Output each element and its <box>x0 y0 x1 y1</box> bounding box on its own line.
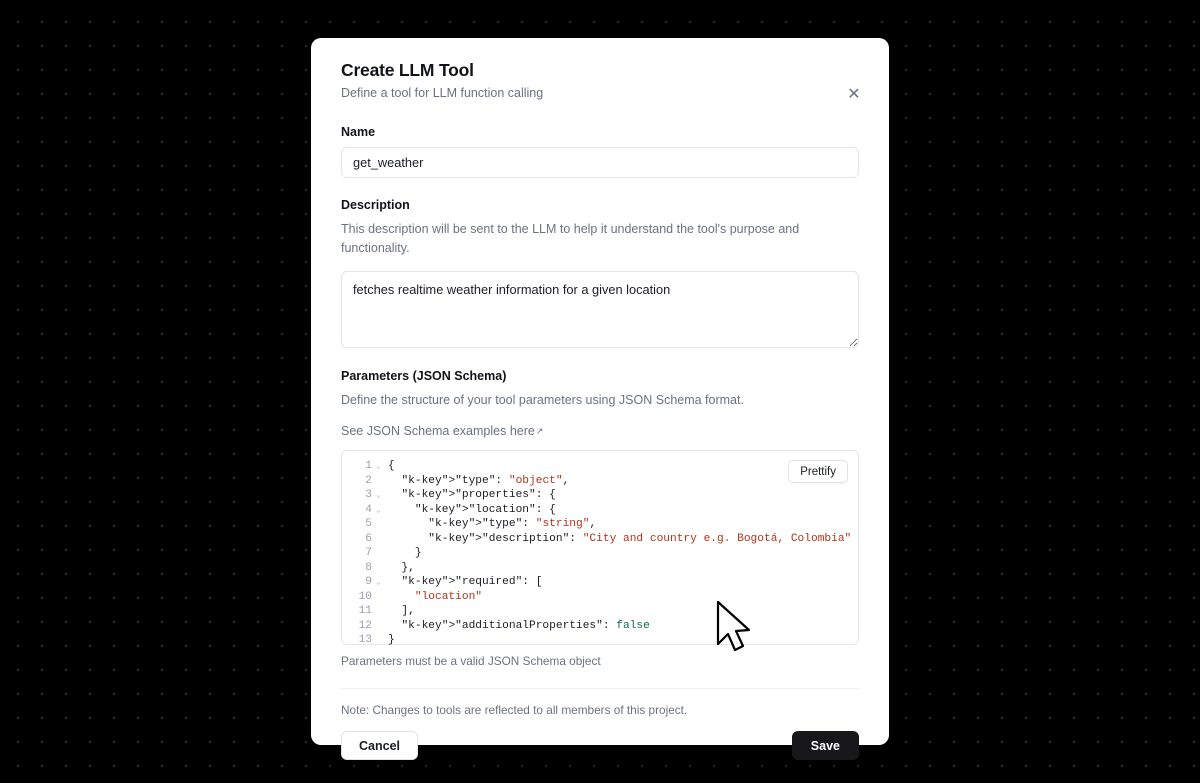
editor-fold-markers[interactable] <box>376 459 388 648</box>
editor-fold-marker[interactable]: ⌄ <box>376 462 381 472</box>
description-textarea[interactable] <box>341 271 859 348</box>
editor-line-number: 10 <box>358 590 372 603</box>
editor-line-number: 4 <box>365 503 372 516</box>
editor-code-line: { <box>388 460 395 473</box>
json-schema-examples-link-label: See JSON Schema examples here <box>341 424 535 439</box>
name-label: Name <box>341 125 376 139</box>
editor-line-numbers <box>342 459 376 648</box>
editor-fold-marker <box>376 561 388 576</box>
editor-line-number: 5 <box>365 518 372 531</box>
close-icon[interactable]: ✕ <box>843 84 865 106</box>
editor-line-number: 12 <box>358 619 372 632</box>
editor-line-number: 11 <box>358 605 372 618</box>
editor-code-line: "k-key">"type": "string", <box>428 518 597 531</box>
description-label: Description <box>341 198 410 212</box>
editor-code-line: "k-key">"location": { <box>414 503 556 516</box>
editor-fold-marker <box>376 604 388 619</box>
editor-fold-marker <box>376 633 388 648</box>
parameters-validation-hint: Parameters must be a valid JSON Schema object <box>341 654 601 669</box>
dialog-subtitle: Define a tool for LLM function calling <box>341 86 544 100</box>
json-schema-editor[interactable] <box>341 450 859 645</box>
prettify-button[interactable]: Prettify <box>788 460 848 483</box>
editor-line-number: 6 <box>365 532 372 545</box>
editor-line-number: 7 <box>365 547 372 560</box>
footer-note: Note: Changes to tools are reflected to all members of this project. <box>341 703 688 718</box>
editor-line-number: 2 <box>365 474 372 487</box>
name-input[interactable] <box>341 147 859 178</box>
dialog-title: Create LLM Tool <box>341 60 474 80</box>
editor-code-line: "k-key">"additionalProperties": false <box>401 619 650 632</box>
parameters-label: Parameters (JSON Schema) <box>341 368 507 383</box>
editor-fold-marker[interactable]: ⌄ <box>376 505 381 515</box>
cancel-button[interactable]: Cancel <box>341 731 418 760</box>
parameters-help-text: Define the structure of your tool parameters using JSON Schema format. <box>341 392 744 407</box>
editor-fold-marker <box>376 474 388 489</box>
editor-fold-marker <box>376 546 388 561</box>
editor-code-line: } <box>388 547 422 560</box>
editor-code-line: "k-key">"description": "City and country e.g. Bogotá, Colombia" <box>428 532 852 545</box>
editor-fold-marker <box>376 532 388 547</box>
editor-line-number: 3 <box>365 489 372 502</box>
editor-code-line: } <box>388 634 395 647</box>
editor-line-number: 9 <box>365 576 372 589</box>
json-schema-examples-link[interactable] <box>341 424 543 438</box>
editor-code-line: }, <box>388 561 415 574</box>
editor-fold-marker[interactable]: ⌄ <box>376 491 381 501</box>
dialog-footer <box>341 731 859 760</box>
save-button[interactable]: Save <box>792 731 859 760</box>
description-help-text: This description will be sent to the LLM to help it understand the tool's purpose and functionality. <box>341 222 800 256</box>
footer-divider <box>341 688 859 689</box>
editor-code-line: "k-key">"properties": { <box>401 489 556 502</box>
editor-fold-marker <box>376 619 388 634</box>
editor-code-line: "k-key">"type": "object", <box>401 474 570 487</box>
external-link-icon: ↗ <box>535 426 544 437</box>
editor-code-line: "location" <box>414 590 482 603</box>
editor-code-line: "k-key">"required": [ <box>401 576 543 589</box>
editor-code-content[interactable] <box>388 459 858 648</box>
editor-line-number: 1 <box>365 460 372 473</box>
editor-code-line: ], <box>388 605 415 618</box>
editor-line-number: 8 <box>365 561 372 574</box>
editor-fold-marker <box>376 517 388 532</box>
editor-line-number: 13 <box>358 634 372 647</box>
create-llm-tool-dialog <box>311 38 889 753</box>
editor-fold-marker[interactable]: ⌄ <box>376 578 381 588</box>
editor-fold-marker <box>376 590 388 605</box>
